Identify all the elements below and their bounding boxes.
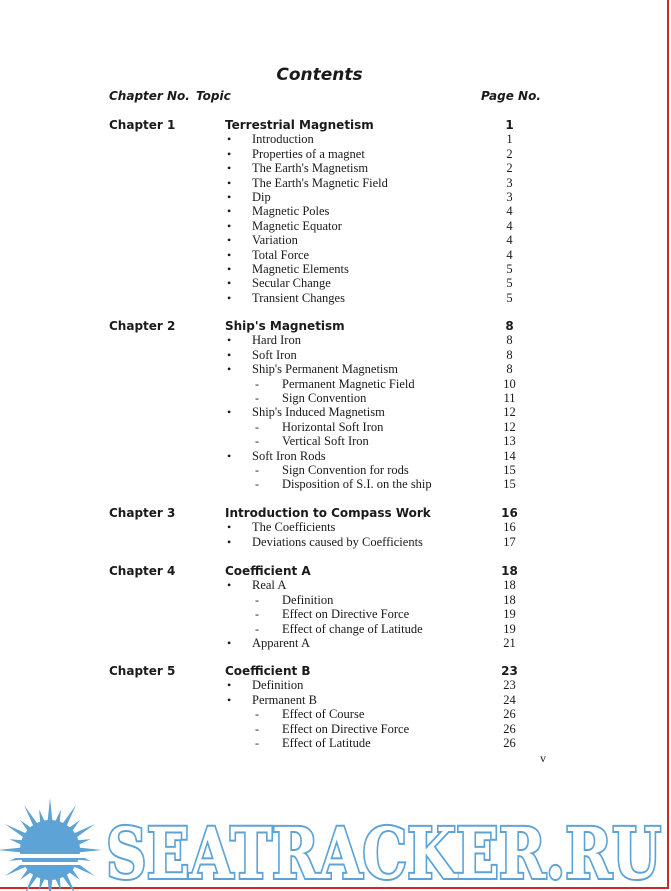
chapter-page: 23 <box>501 664 518 678</box>
entry-topic: Effect of Course <box>282 707 365 722</box>
entry-topic: Effect of change of Latitude <box>282 621 423 636</box>
entry-topic: Deviations caused by Coefficients <box>252 534 423 549</box>
chapter-heading-row <box>0 506 671 520</box>
toc-entry <box>0 722 671 736</box>
toc-entry <box>0 607 671 621</box>
bullet-icon: • <box>227 520 232 535</box>
toc-entry <box>0 147 671 161</box>
dash-icon: - <box>255 477 259 492</box>
entry-page: 10 <box>503 376 516 391</box>
entry-topic: Properties of a magnet <box>252 146 365 161</box>
toc-entry <box>0 377 671 391</box>
entry-topic: Vertical Soft Iron <box>282 434 369 449</box>
entry-page: 11 <box>503 391 516 405</box>
bullet-icon: • <box>227 534 232 549</box>
chapter-page: 16 <box>501 506 518 520</box>
entry-topic: Total Force <box>252 247 310 262</box>
toc-entry <box>0 161 671 175</box>
entry-page: 13 <box>503 434 516 449</box>
dash-icon: - <box>255 376 259 391</box>
toc-entry <box>0 233 671 247</box>
bullet-icon: • <box>227 262 232 276</box>
entry-page: 4 <box>506 233 513 248</box>
toc-entry <box>0 434 671 448</box>
entry-topic: Sign Convention for rods <box>282 463 409 477</box>
entry-page: 5 <box>506 290 513 305</box>
chapter-title: Coefficient A <box>225 564 311 578</box>
chapter-column-header: Chapter No. <box>109 89 190 103</box>
entry-page: 19 <box>503 621 516 636</box>
chapter-title: Ship's Magnetism <box>225 319 345 333</box>
chapter-title: Introduction to Compass Work <box>225 506 431 520</box>
entry-topic: The Earth's Magnetism <box>252 161 369 176</box>
entry-topic: Magnetic Equator <box>252 218 342 233</box>
entry-topic: Disposition of S.I. on the ship <box>282 477 432 492</box>
entry-topic: Apparent A <box>252 636 310 650</box>
entry-page: 8 <box>506 347 513 362</box>
chapter-number: Chapter 4 <box>109 564 176 578</box>
toc-entry <box>0 291 671 305</box>
bullet-icon: • <box>227 448 232 463</box>
toc-entry <box>0 636 671 650</box>
toc-entry <box>0 405 671 419</box>
page-title: Contents <box>276 65 363 85</box>
toc-entry <box>0 276 671 290</box>
chapter-heading-row <box>0 564 671 578</box>
entry-topic: Variation <box>252 233 298 248</box>
bullet-icon: • <box>227 146 232 161</box>
entry-topic: Soft Iron Rods <box>252 448 326 463</box>
entry-page: 4 <box>506 218 513 233</box>
bullet-icon: • <box>227 405 232 420</box>
toc-entry <box>0 348 671 362</box>
chapter-page: 18 <box>501 564 518 578</box>
toc-entry <box>0 520 671 534</box>
entry-page: 23 <box>503 678 516 693</box>
entry-page: 26 <box>503 721 516 736</box>
chapter-title: Coefficient B <box>225 664 311 678</box>
entry-topic: The Earth's Magnetic Field <box>252 175 388 190</box>
toc-entry <box>0 593 671 607</box>
bullet-icon: • <box>227 276 232 291</box>
toc-entry <box>0 204 671 218</box>
bullet-icon: • <box>227 132 232 147</box>
entry-topic: Definition <box>282 592 334 607</box>
seatracker-watermark <box>0 790 671 891</box>
entry-page: 16 <box>503 520 516 535</box>
toc-entry <box>0 176 671 190</box>
toc-entry <box>0 219 671 233</box>
entry-page: 26 <box>503 707 516 722</box>
entry-page: 2 <box>506 161 513 176</box>
entry-topic: Effect on Directive Force <box>282 721 410 736</box>
page-column-header: Page No. <box>481 89 541 103</box>
entry-topic: Hard Iron <box>252 333 301 348</box>
bullet-icon: • <box>227 692 232 707</box>
toc-entry <box>0 262 671 276</box>
entry-page: 19 <box>503 607 516 622</box>
entry-topic: Dip <box>252 190 271 204</box>
entry-topic: Introduction <box>252 132 314 147</box>
toc-entry <box>0 678 671 692</box>
dash-icon: - <box>255 434 259 449</box>
entry-page: 15 <box>503 463 516 477</box>
toc-entry <box>0 578 671 592</box>
dash-icon: - <box>255 592 259 607</box>
entry-page: 26 <box>503 736 516 750</box>
bullet-icon: • <box>227 636 232 650</box>
toc-entry <box>0 707 671 721</box>
toc-entry <box>0 477 671 491</box>
dash-icon: - <box>255 621 259 636</box>
chapter-heading-row <box>0 664 671 678</box>
chapter-number: Chapter 5 <box>109 664 176 678</box>
entry-topic: Real A <box>252 578 287 593</box>
entry-page: 15 <box>503 477 516 492</box>
dash-icon: - <box>255 721 259 736</box>
chapter-page: 8 <box>505 319 514 333</box>
bullet-icon: • <box>227 347 232 362</box>
toc-entry <box>0 736 671 750</box>
entry-page: 21 <box>503 636 516 650</box>
bullet-icon: • <box>227 218 232 233</box>
sun-burst-icon <box>0 798 102 891</box>
entry-topic: Ship's Induced Magnetism <box>252 405 385 420</box>
entry-topic: Effect on Directive Force <box>282 607 410 622</box>
toc-entry <box>0 693 671 707</box>
entry-topic: Secular Change <box>252 276 331 291</box>
entry-topic: Permanent Magnetic Field <box>282 376 415 391</box>
entry-page: 3 <box>506 175 513 190</box>
chapter-title: Terrestrial Magnetism <box>225 118 374 132</box>
bullet-icon: • <box>227 290 232 305</box>
entry-page: 1 <box>506 132 513 147</box>
entry-topic: Sign Convention <box>282 391 367 405</box>
toc-entry <box>0 248 671 262</box>
chapter-number: Chapter 1 <box>109 118 176 132</box>
entry-page: 17 <box>503 534 516 549</box>
chapter-number: Chapter 3 <box>109 506 176 520</box>
bullet-icon: • <box>227 175 232 190</box>
entry-topic: Magnetic Poles <box>252 204 330 219</box>
bullet-icon: • <box>227 333 232 348</box>
entry-page: 18 <box>503 592 516 607</box>
entry-topic: Effect of Latitude <box>282 736 371 750</box>
watermark-text: SEATRACKER.RU <box>106 812 661 891</box>
dash-icon: - <box>255 736 259 750</box>
bullet-icon: • <box>227 247 232 262</box>
entry-page: 8 <box>506 362 513 377</box>
dash-icon: - <box>255 391 259 405</box>
bullet-icon: • <box>227 233 232 248</box>
entry-topic: Transient Changes <box>252 290 345 305</box>
entry-page: 14 <box>503 448 516 463</box>
chapter-heading-row <box>0 118 671 132</box>
dash-icon: - <box>255 463 259 477</box>
entry-page: 2 <box>506 146 513 161</box>
entry-page: 3 <box>506 190 513 204</box>
entry-page: 12 <box>503 419 516 434</box>
folio-number: v <box>540 751 546 765</box>
entry-page: 18 <box>503 578 516 593</box>
toc-entry <box>0 622 671 636</box>
bullet-icon: • <box>227 190 232 204</box>
dash-icon: - <box>255 419 259 434</box>
entry-topic: Horizontal Soft Iron <box>282 419 384 434</box>
entry-topic: Soft Iron <box>252 347 297 362</box>
toc-entry <box>0 333 671 347</box>
toc-entry <box>0 190 671 204</box>
entry-page: 24 <box>503 692 516 707</box>
topic-column-header: Topic <box>196 89 231 103</box>
chapter-heading-row <box>0 319 671 333</box>
entry-page: 4 <box>506 204 513 219</box>
dash-icon: - <box>255 607 259 622</box>
bullet-icon: • <box>227 678 232 693</box>
toc-entry <box>0 132 671 146</box>
dash-icon: - <box>255 707 259 722</box>
entry-topic: Definition <box>252 678 304 693</box>
entry-topic: Ship's Permanent Magnetism <box>252 362 398 377</box>
chapter-page: 1 <box>505 118 514 132</box>
entry-page: 5 <box>506 262 513 276</box>
entry-page: 12 <box>503 405 516 420</box>
toc-entry <box>0 362 671 376</box>
bullet-icon: • <box>227 578 232 593</box>
toc-entry <box>0 391 671 405</box>
entry-page: 8 <box>506 333 513 348</box>
toc-entry <box>0 535 671 549</box>
entry-page: 4 <box>506 247 513 262</box>
chapter-number: Chapter 2 <box>109 319 176 333</box>
bullet-icon: • <box>227 204 232 219</box>
bullet-icon: • <box>227 161 232 176</box>
entry-page: 5 <box>506 276 513 291</box>
entry-topic: The Coefficients <box>252 520 336 535</box>
bullet-icon: • <box>227 362 232 377</box>
entry-topic: Permanent B <box>252 692 317 707</box>
entry-topic: Magnetic Elements <box>252 262 349 276</box>
toc-entry <box>0 449 671 463</box>
toc-entry <box>0 463 671 477</box>
toc-entry <box>0 420 671 434</box>
